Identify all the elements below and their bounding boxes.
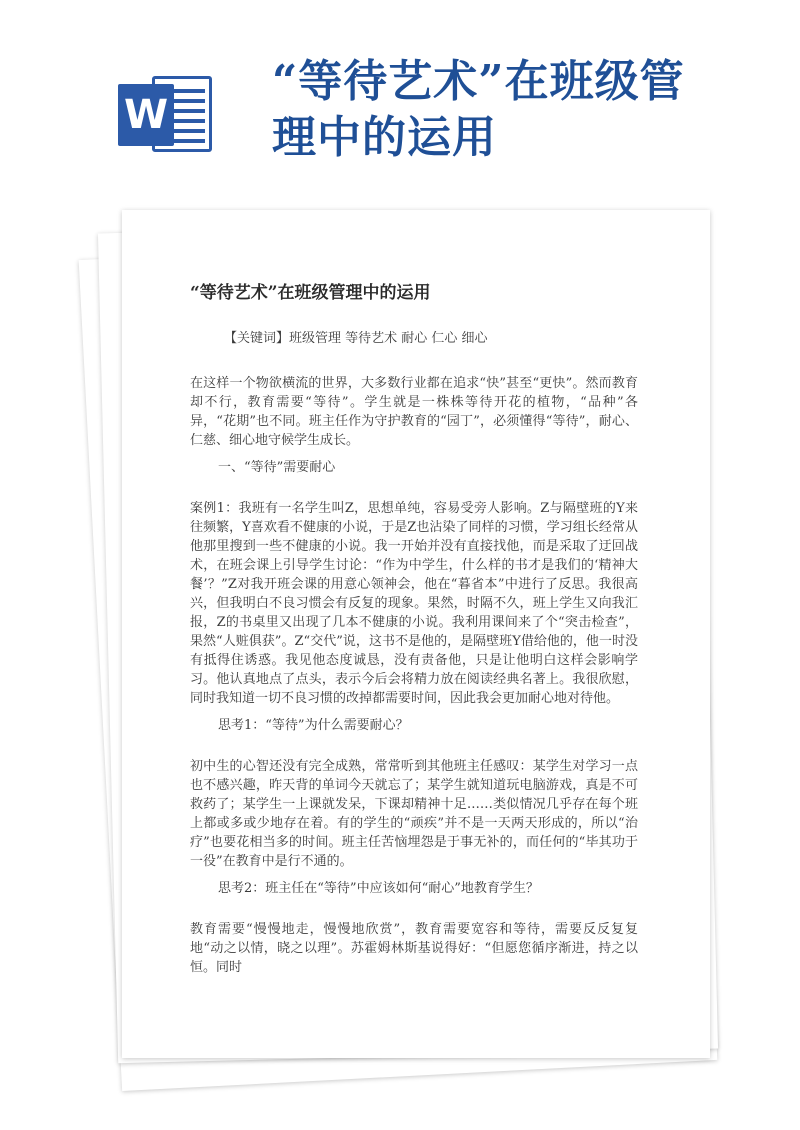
word-document-icon [118,72,214,156]
keywords-line: 【关键词】班级管理 等待艺术 耐心 仁心 细心 [224,331,488,346]
document-title: “等待艺术”在班级管理中的运用 [190,283,431,303]
intro-paragraph: 在这样一个物欲横流的世界，大多数行业都在追求“快”甚至“更快”。然而教育却不行，教育需要“等待”。学生就是一株株等待开花的植物，“品种”各异，“花期”也不同。班主任作为守护教育的“园丁”，必须懂得“等待”，耐心、仁慈、细心地守候学生成长。 [190,376,638,448]
page-header [0,0,800,210]
body-paragraph-2: 初中生的心智还没有完全成熟，常常听到其他班主任感叹：某学生对学习一点也不感兴趣，昨天背的单词今天就忘了；某学生就知道玩电脑游戏，真是不可救药了；某学生一上课就发呆，下课却精神十足……类似情况几乎存在每个班上都或多或少地存在着。有的学生的“顽疾”并不是一天两天形成的，所以“治疗”也要花相当多的时间。班主任苦恼埋怨是于事无补的，而任何的“毕其功于一役”在教育中是行不通的。 [190,759,638,869]
document-body [190,283,638,977]
page-title-line1: “等待艺术”在班级管 [272,56,685,107]
case-paragraph: 案例1：我班有一名学生叫Z，思想单纯，容易受旁人影响。Z与隔壁班的Y来往频繁，Y喜欢看不健康的小说，于是Z也沾染了同样的习惯，学习组长经常从他那里搜到一些不健康的小说。我一开始并没有直接找他，而是采取了迂回战术，在班会课上引导学生讨论：“作为中学生，什么样的书才是我们的‘精神大餐’？”Z对我开班会课的用意心领神会，他在“暮省本”中进行了反思。我很高兴，但我明白不良习惯会有反复的现象。果然，时隔不久，班上学生又向我汇报，Z的书桌里又出现了几本不健康的小说。我利用课间来了个“突击检查”，果然“人赃俱获”。Z“交代”说，这书不是他的，是隔壁班Y借给他的，他一时没有抵得住诱惑。我见他态度诚恳，没有责备他，只是让他明白这样会影响学习。他认真地点了点头，表示今后会将精力放在阅读经典名著上。我很欣慰，同时我知道一切不良习惯的改掉都需要时间，因此我会更加耐心地对待他。 [190,501,638,706]
question-heading-1: 思考1：“等待”为什么需要耐心？ [218,718,409,733]
page-title [272,54,742,166]
question-heading-2: 思考2：班主任在“等待”中应该如何“耐心”地教育学生？ [218,881,539,896]
body-paragraph-3: 教育需要“慢慢地走，慢慢地欣赏”，教育需要宽容和等待，需要反反复复地“动之以情，晓之以理”。苏霍姆林斯基说得好：“但愿您循序渐进，持之以恒。同时 [190,922,638,975]
section-heading: 一、“等待”需要耐心 [218,460,336,475]
word-logo-letter: W [118,84,174,146]
page-title-line2: 理中的运用 [272,112,497,163]
